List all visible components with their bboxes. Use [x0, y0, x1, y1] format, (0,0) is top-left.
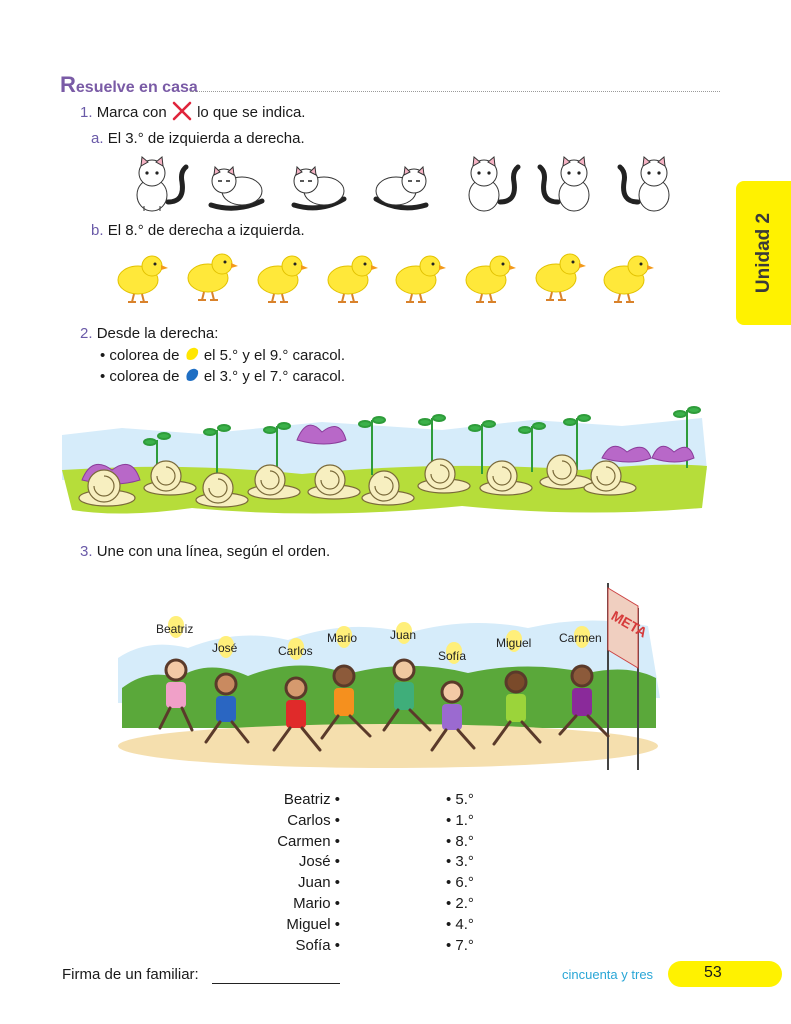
names-column — [230, 790, 340, 956]
match-ordinal[interactable]: • 1.° — [446, 811, 474, 829]
chick-icon[interactable] — [396, 256, 446, 302]
q1b-text: El 8.° de derecha a izquierda. — [107, 222, 305, 239]
signature-line[interactable] — [212, 983, 340, 984]
match-name[interactable]: Sofía • — [295, 936, 340, 954]
unit-tab-label: Unidad 2 — [752, 212, 774, 294]
runner-name-miguel: Miguel — [496, 636, 532, 650]
unit-tab — [736, 181, 791, 325]
runner-name-juan: Juan — [390, 628, 417, 642]
cat-icon[interactable] — [294, 167, 344, 208]
yellow-paint-swatch-icon — [184, 346, 200, 362]
runners-group — [108, 578, 668, 778]
cat-icon[interactable] — [620, 157, 669, 211]
match-ordinal[interactable]: • 6.° — [446, 874, 474, 892]
ordinals-column — [446, 790, 506, 956]
q2-bullet1-before: • colorea de — [100, 347, 180, 364]
runner-name-carlos: Carlos — [278, 644, 313, 658]
q1b-instruction — [91, 222, 305, 239]
runner-icon[interactable] — [206, 674, 248, 742]
meta-label: META — [608, 607, 651, 641]
chick-icon[interactable] — [118, 256, 168, 302]
title-dotted-rule — [190, 91, 720, 92]
runner-name-carmen: Carmen — [559, 631, 602, 645]
blue-paint-swatch-icon — [184, 367, 200, 383]
match-name[interactable]: Carlos • — [287, 811, 340, 829]
runner-name-jose: José — [212, 641, 238, 655]
runner-icon[interactable] — [322, 666, 370, 738]
match-name[interactable]: José • — [298, 853, 340, 871]
chick-icon[interactable] — [466, 256, 516, 302]
match-name[interactable]: Miguel • — [286, 915, 340, 933]
q2-bullet2-after: el 3.° y el 7.° caracol. — [203, 368, 346, 385]
match-ordinal[interactable]: • 5.° — [446, 791, 474, 808]
runner-icon[interactable] — [494, 672, 540, 744]
match-ordinal[interactable]: • 3.° — [446, 853, 474, 871]
page-number: 53 — [704, 964, 722, 981]
page-number-words: cincuenta y tres — [562, 967, 654, 982]
runner-icon[interactable] — [160, 660, 192, 730]
runner-icon[interactable] — [274, 678, 320, 750]
q1-text-after: lo que se indica. — [197, 104, 306, 121]
section-title-rest: esuelve en casa — [75, 79, 198, 96]
match-name[interactable]: Beatriz • — [283, 791, 340, 808]
q3-text: Une con una línea, según el orden. — [96, 543, 331, 560]
q1a-instruction — [91, 130, 305, 147]
runner-name-beatriz: Beatriz — [156, 622, 194, 636]
q3-number: 3. — [80, 543, 93, 560]
signature-label: Firma de un familiar: — [62, 966, 199, 983]
q2-text: Desde la derecha: — [96, 325, 219, 342]
race-scene — [108, 578, 668, 778]
q1b-letter: b. — [91, 222, 104, 239]
chicks-row — [108, 250, 668, 306]
page-number-pill — [668, 961, 782, 987]
chick-icon[interactable] — [188, 254, 238, 300]
q2-bullet-1 — [100, 346, 345, 364]
q1-text-before: Marca con — [96, 104, 167, 121]
chick-icon[interactable] — [604, 256, 654, 302]
snails-scene — [62, 400, 712, 525]
q2-instruction — [80, 325, 218, 342]
cat-icon[interactable] — [540, 157, 589, 211]
match-name[interactable]: Mario • — [293, 894, 340, 912]
cat-icon[interactable] — [376, 167, 426, 208]
section-title — [60, 72, 198, 98]
q1-number: 1. — [80, 104, 93, 121]
q1-instruction — [80, 101, 305, 121]
q1a-letter: a. — [91, 130, 104, 147]
q2-bullet1-after: el 5.° y el 9.° caracol. — [203, 347, 346, 364]
runner-name-sofia: Sofía — [438, 649, 467, 663]
chick-icon[interactable] — [258, 256, 308, 302]
x-mark-icon — [171, 101, 193, 121]
q3-instruction — [80, 543, 330, 560]
match-name[interactable]: Carmen • — [277, 832, 340, 850]
cats-row — [122, 155, 682, 215]
runner-icon[interactable] — [384, 660, 430, 730]
match-ordinal[interactable]: • 2.° — [446, 894, 474, 912]
cat-icon[interactable] — [469, 157, 518, 211]
runner-name-mario: Mario — [327, 631, 358, 645]
q2-number: 2. — [80, 325, 93, 342]
q1a-text: El 3.° de izquierda a derecha. — [107, 130, 305, 147]
q2-bullet2-before: • colorea de — [100, 368, 180, 385]
match-ordinal[interactable]: • 8.° — [446, 832, 474, 850]
runner-icon[interactable] — [432, 682, 474, 750]
cat-icon[interactable] — [211, 167, 262, 208]
match-ordinal[interactable]: • 7.° — [446, 936, 474, 954]
q2-bullet-2 — [100, 367, 345, 385]
runner-icon[interactable] — [560, 666, 608, 736]
cat-icon[interactable] — [137, 157, 186, 211]
match-name[interactable]: Juan • — [298, 874, 340, 892]
chick-icon[interactable] — [536, 254, 586, 300]
chick-icon[interactable] — [328, 256, 378, 302]
match-ordinal[interactable]: • 4.° — [446, 915, 474, 933]
section-title-initial: R — [60, 72, 76, 97]
